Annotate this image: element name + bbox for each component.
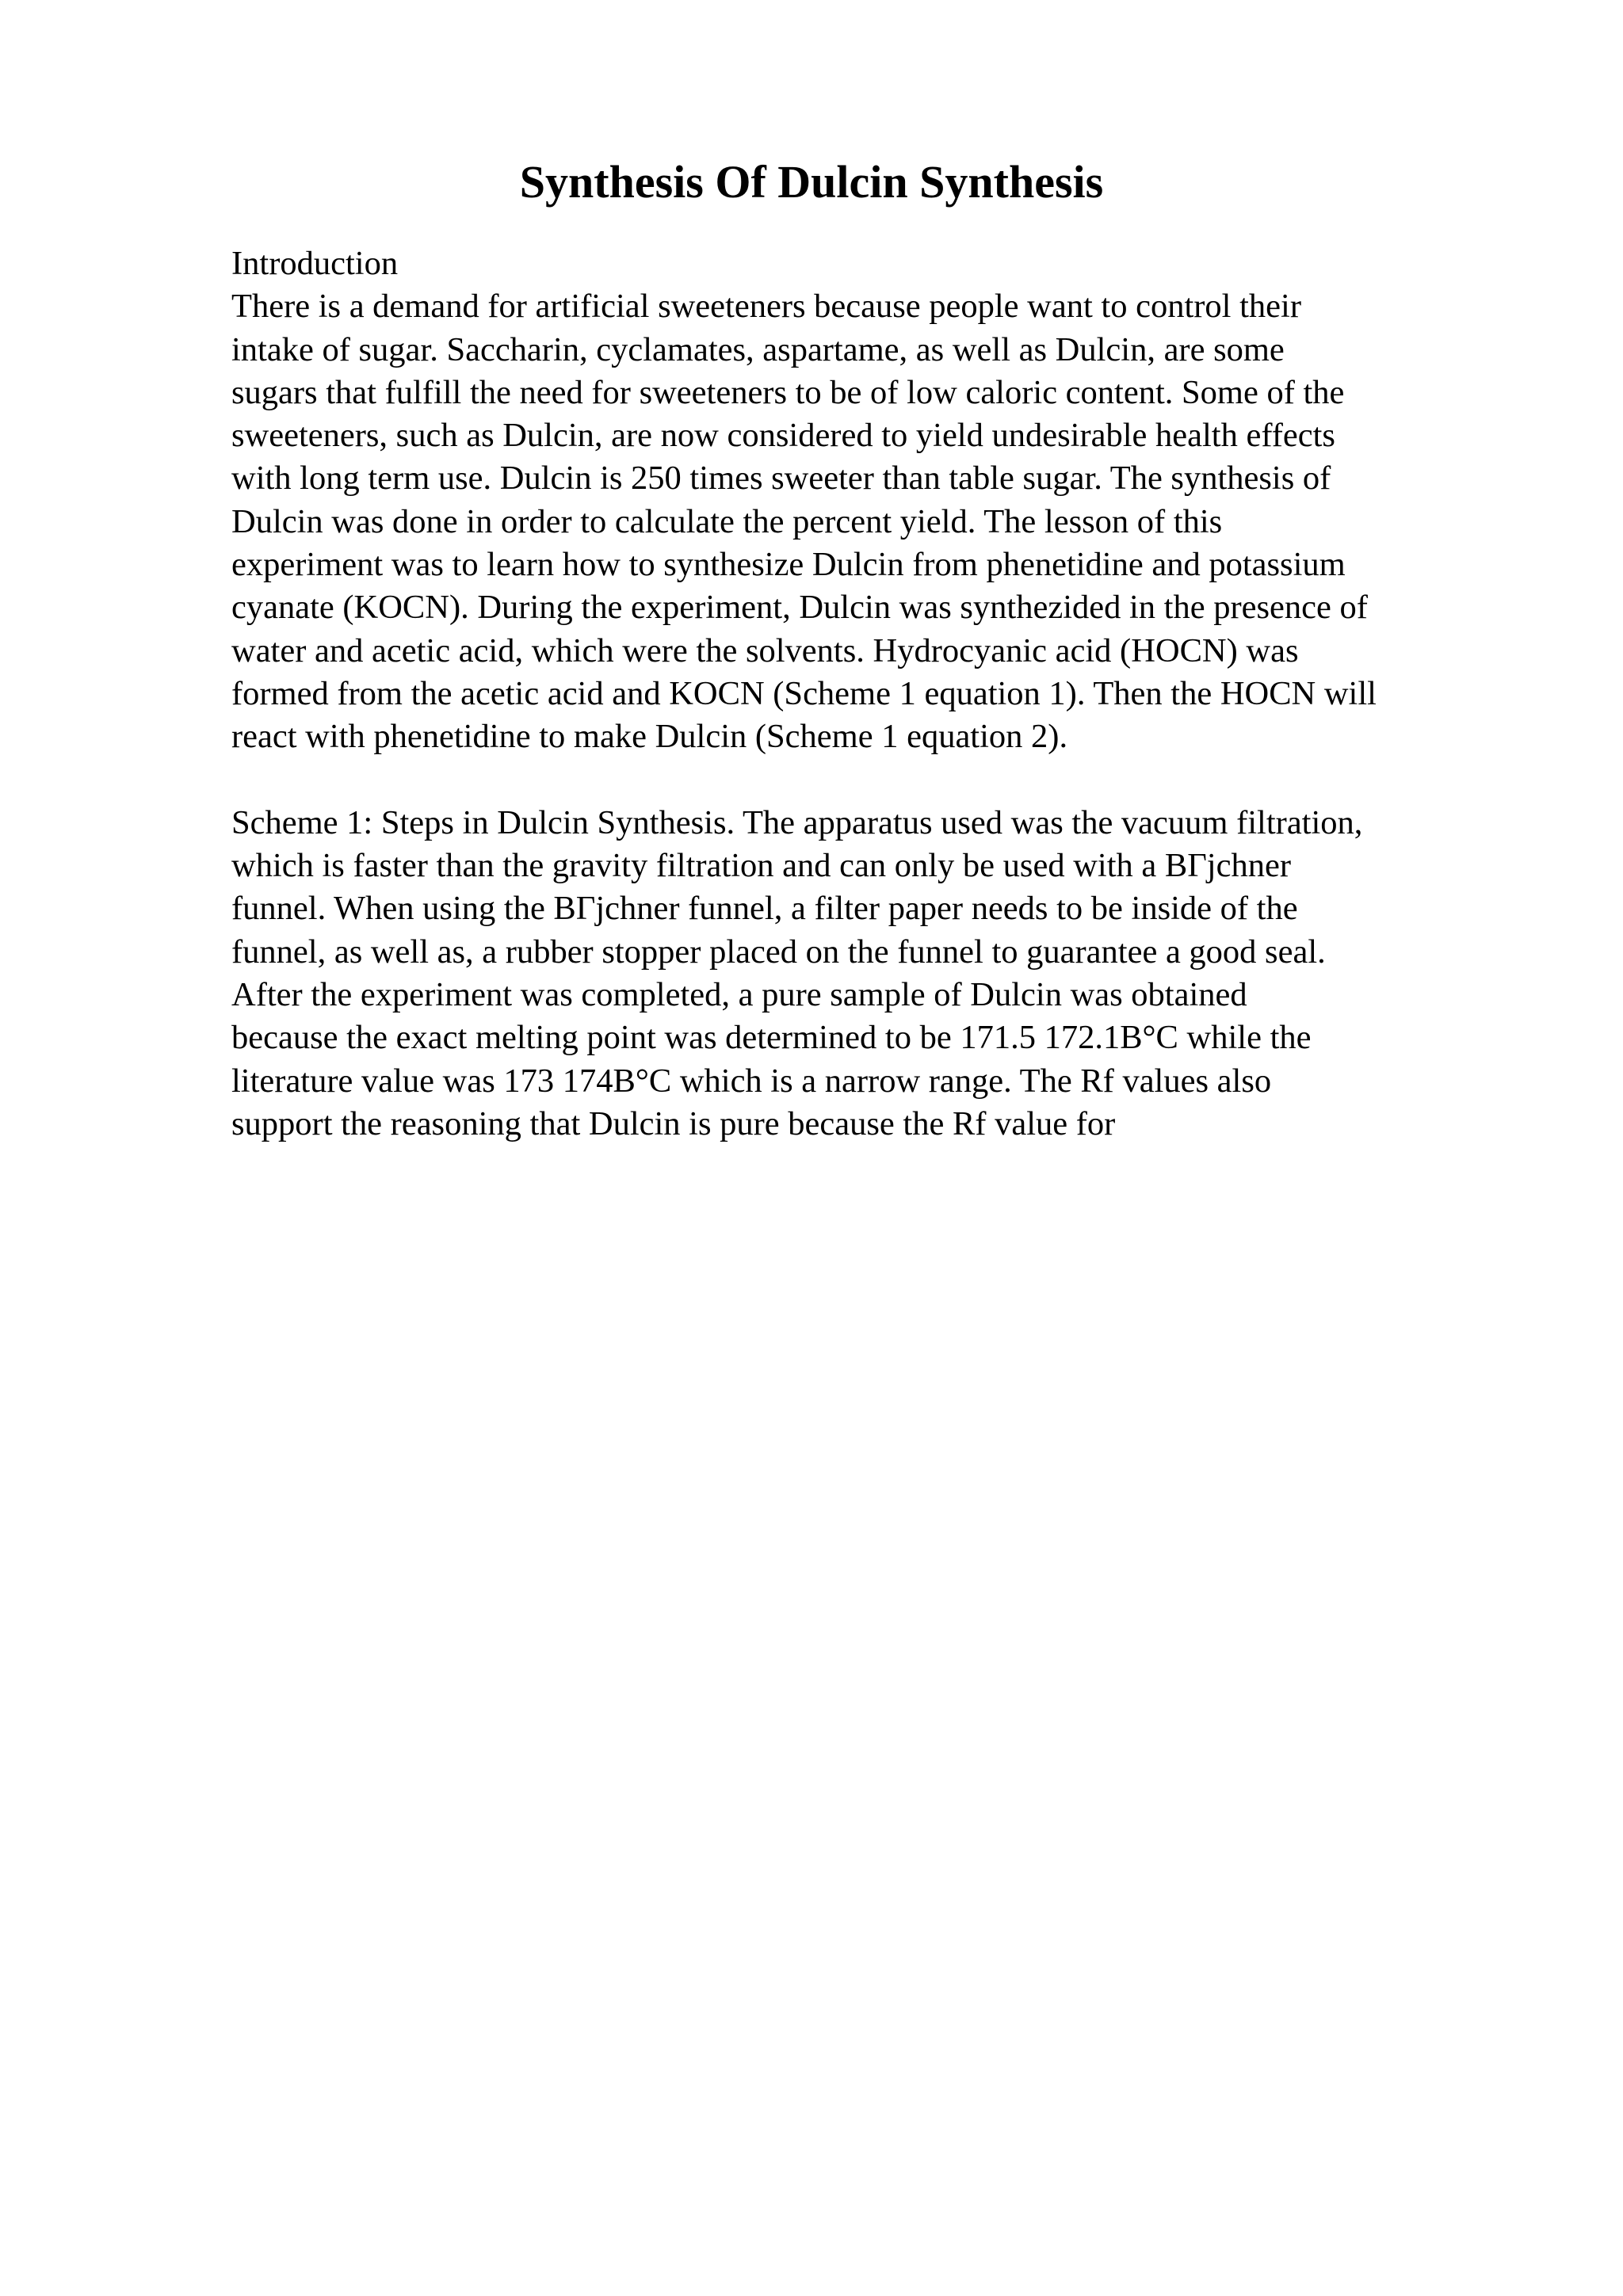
paragraph-1-line: sweeteners, such as Dulcin, are now considered to yield undesirable health effects — [231, 417, 1335, 455]
paragraph-2-line: funnel. When using the BΓjchner funnel, a filter paper needs to be inside of the — [231, 890, 1298, 928]
paragraph-2-line: After the experiment was completed, a pure sample of Dulcin was obtained — [231, 976, 1247, 1014]
paragraph-2-line: literature value was 173 174B°C which is a narrow range. The Rf values also — [231, 1062, 1272, 1100]
paragraph-1-line: sugars that fulfill the need for sweeteners to be of low caloric content. Some of the — [231, 373, 1345, 411]
paragraph-1-line: water and acetic acid, which were the solvents. Hydrocyanic acid (HOCN) was — [231, 631, 1299, 669]
paragraph-1-line: react with phenetidine to make Dulcin (Scheme 1 equation 2). — [231, 718, 1068, 756]
paragraph-2-line: which is faster than the gravity filtration and can only be used with a BΓjchner — [231, 847, 1291, 885]
paragraph-1-line: There is a demand for artificial sweeteners because people want to control their — [231, 288, 1301, 326]
paragraph-spacer — [231, 759, 1515, 802]
paragraph-2-line: Scheme 1: Steps in Dulcin Synthesis. The apparatus used was the vacuum filtration, — [231, 803, 1363, 841]
paragraph-2-line: funnel, as well as, a rubber stopper placed on the funnel to guarantee a good seal. — [231, 933, 1326, 971]
paragraph-2-line: because the exact melting point was determined to be 171.5 172.1B°C while the — [231, 1019, 1312, 1057]
paragraph-1-line: experiment was to learn how to synthesize Dulcin from phenetidine and potassium — [231, 546, 1346, 584]
document-body — [231, 242, 1515, 1146]
paragraph-1-line: intake of sugar. Saccharin, cyclamates, aspartame, as well as Dulcin, are some — [231, 330, 1285, 368]
page-title: Synthesis Of Dulcin Synthesis — [519, 156, 1104, 208]
paragraph-1-line: cyanate (KOCN). During the experiment, Dulcin was synthezided in the presence of — [231, 589, 1368, 627]
section-heading-introduction: Introduction — [231, 245, 399, 282]
paragraph-1-line: formed from the acetic acid and KOCN (Scheme 1 equation 1). Then the HOCN will — [231, 674, 1377, 712]
paragraph-1-line: Dulcin was done in order to calculate the percent yield. The lesson of this — [231, 502, 1223, 540]
paragraph-2-line: support the reasoning that Dulcin is pure because the Rf value for — [231, 1104, 1116, 1142]
paragraph-1-line: with long term use. Dulcin is 250 times sweeter than table sugar. The synthesis of — [231, 460, 1331, 498]
